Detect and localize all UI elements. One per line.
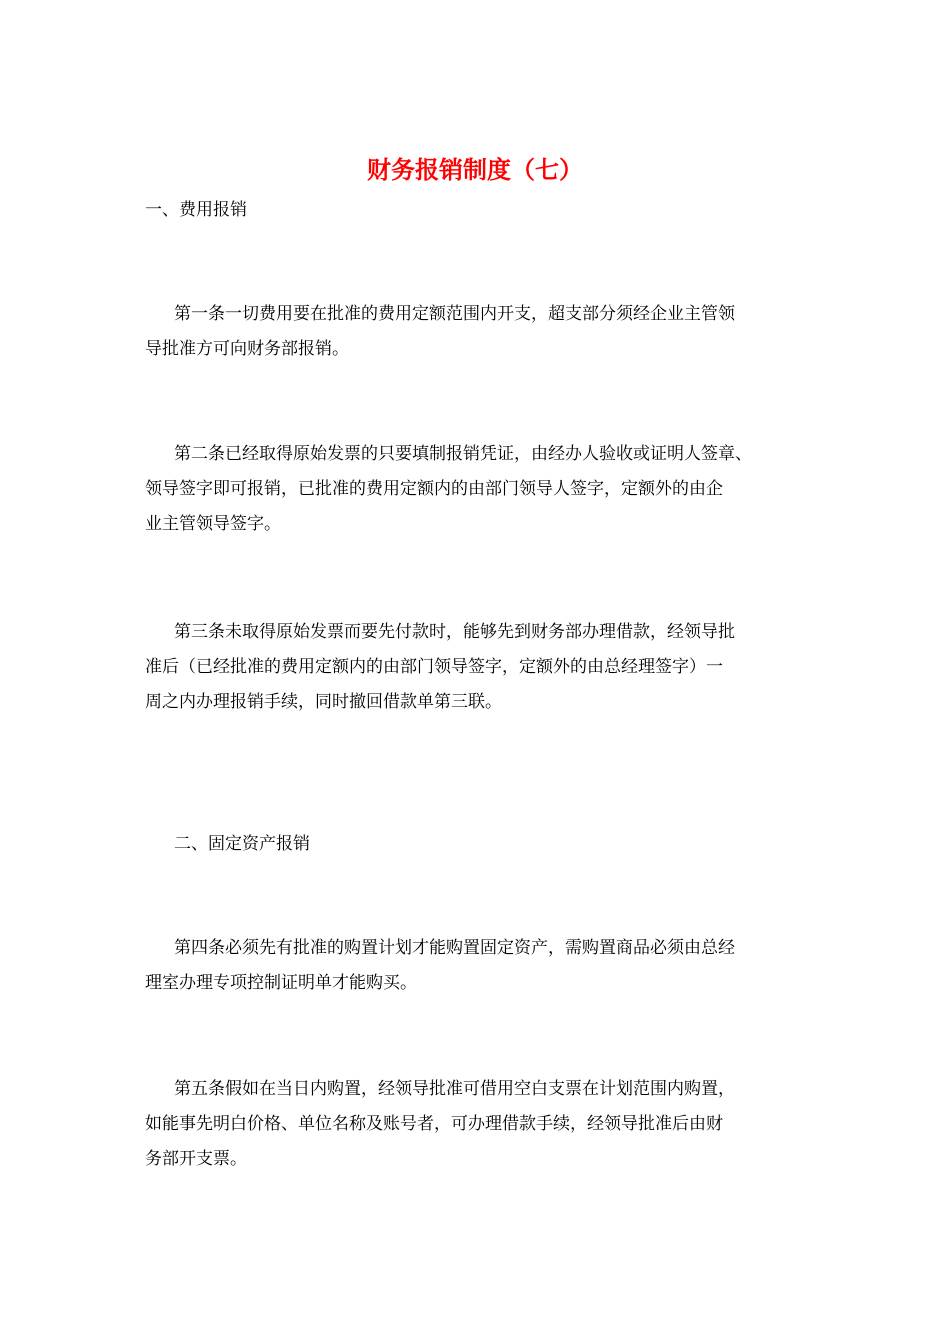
article-2-line-3: 业主管领导签字。 — [145, 514, 281, 534]
article-2 — [145, 437, 810, 542]
article-2-line-1: 第二条已经取得原始发票的只要填制报销凭证，由经办人验收或证明人签章、 — [174, 444, 752, 464]
article-4-line-1: 第四条必须先有批准的购置计划才能购置固定资产，需购置商品必须由总经 — [174, 938, 735, 958]
section-heading-fixed-assets — [145, 827, 810, 862]
article-4 — [145, 931, 810, 1001]
article-5-line-2: 如能事先明白价格、单位名称及账号者，可办理借款手续，经领导批准后由财 — [145, 1114, 723, 1134]
article-3-line-1: 第三条未取得原始发票而要先付款时，能够先到财务部办理借款，经领导批 — [174, 622, 735, 642]
article-1-line-1: 第一条一切费用要在批准的费用定额范围内开支，超支部分须经企业主管领 — [174, 304, 735, 324]
article-2-line-2: 领导签字即可报销，已批准的费用定额内的由部门领导人签字，定额外的由企 — [145, 479, 723, 499]
article-5-line-3: 务部开支票。 — [145, 1149, 247, 1169]
article-5 — [145, 1072, 810, 1177]
article-4-line-2: 理室办理专项控制证明单才能购买。 — [145, 973, 417, 993]
section-heading-text: 一、费用报销 — [145, 200, 247, 220]
article-1 — [145, 297, 810, 367]
section-heading-text: 二、固定资产报销 — [174, 834, 310, 854]
article-3-line-3: 周之内办理报销手续，同时撤回借款单第三联。 — [145, 692, 502, 712]
section-heading-expense — [145, 193, 810, 228]
document-title: 财务报销制度（七） — [367, 156, 583, 184]
article-1-line-2: 导批准方可向财务部报销。 — [145, 339, 349, 359]
article-5-line-1: 第五条假如在当日内购置，经领导批准可借用空白支票在计划范围内购置， — [174, 1079, 735, 1099]
article-3-line-2: 准后（已经批准的费用定额内的由部门领导签字，定额外的由总经理签字）一 — [145, 657, 723, 677]
article-3 — [145, 615, 810, 720]
